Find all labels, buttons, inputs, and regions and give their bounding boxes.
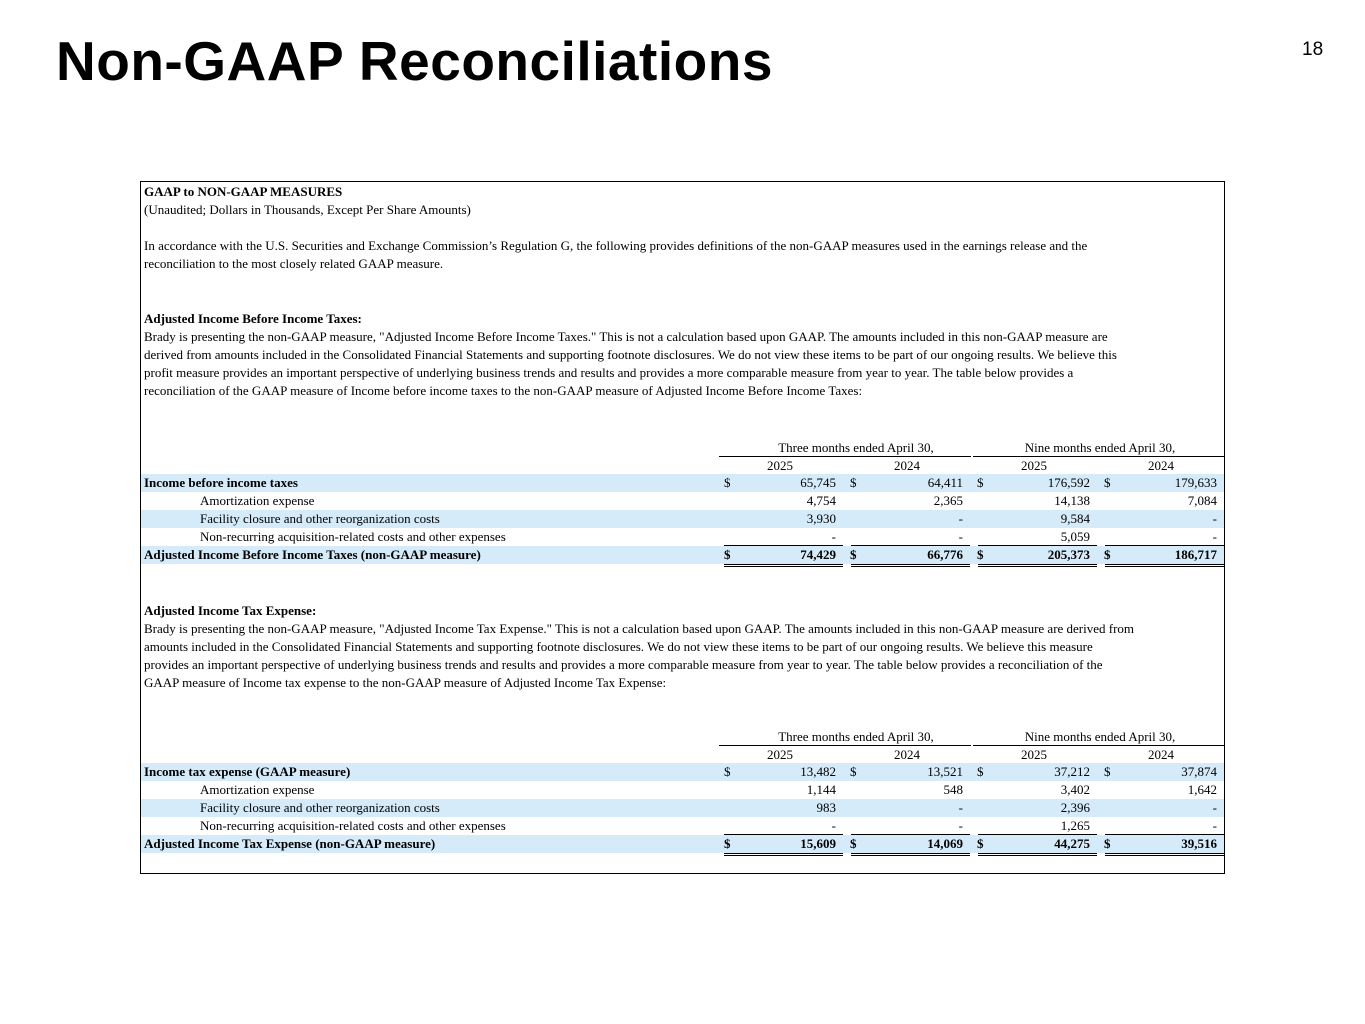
cell-value: - (1212, 511, 1217, 526)
row-label: Adjusted Income Before Income Taxes (non-GAAP measure) (144, 547, 481, 562)
cell-value: 74,429 (800, 547, 836, 562)
cell-value: 64,411 (927, 475, 963, 490)
paragraph-line: amounts included in the Consolidated Financial Statements and supporting footnote disclosures. We do not view these items to be part of our ongoing results. We believe this measure (144, 639, 1093, 654)
currency-symbol: $ (850, 764, 857, 779)
cell-value: - (1212, 818, 1217, 833)
cell-value: 15,609 (800, 836, 836, 851)
cell-value: 5,059 (1060, 529, 1090, 544)
total-double-rule (978, 564, 1097, 567)
year-header: 2025 (767, 458, 793, 473)
row-label: Non-recurring acquisition-related costs and other expenses (200, 529, 506, 544)
cell-value: 13,521 (927, 764, 963, 779)
reconciliation-panel (140, 181, 1225, 874)
cell-value: 176,592 (1047, 475, 1090, 490)
cell-value: 548 (943, 782, 963, 797)
cell-value: 66,776 (927, 547, 963, 562)
cell-value: 37,212 (1054, 764, 1090, 779)
year-header: 2024 (1148, 747, 1174, 762)
table-row (141, 492, 1224, 510)
intro-line: reconciliation to the most closely related GAAP measure. (144, 256, 444, 271)
cell-value: - (958, 818, 963, 833)
paragraph-line: provides an important perspective of underlying business trends and results and provides a more comparable measure from year to year. The table below provides a reconciliation of the (144, 657, 1103, 672)
year-header: 2025 (767, 747, 793, 762)
cell-value: 2,396 (1060, 800, 1090, 815)
currency-symbol: $ (850, 547, 857, 562)
period-header-three-months: Three months ended April 30, (778, 729, 934, 744)
cell-value: 14,069 (927, 836, 963, 851)
period-header-three-months: Three months ended April 30, (778, 440, 934, 455)
cell-value: 44,275 (1054, 836, 1090, 851)
currency-symbol: $ (850, 836, 857, 851)
row-label: Facility closure and other reorganization costs (200, 800, 440, 815)
table-row (141, 817, 1224, 835)
currency-symbol: $ (724, 764, 731, 779)
cell-value: 13,482 (800, 764, 836, 779)
cell-value: 983 (816, 800, 836, 815)
table-row (141, 799, 1224, 817)
paragraph-line: profit measure provides an important perspective of underlying business trends and results and provides a more comparable measure from year to year. The table below provides a (144, 365, 1074, 380)
table-total-row (141, 546, 1224, 564)
currency-symbol: $ (977, 475, 984, 490)
cell-value: - (958, 511, 963, 526)
cell-value: 14,138 (1054, 493, 1090, 508)
doc-heading: GAAP to NON-GAAP MEASURES (144, 184, 343, 199)
currency-symbol: $ (977, 764, 984, 779)
cell-value: 65,745 (800, 475, 836, 490)
slide-title: Non-GAAP Reconciliations (56, 30, 773, 92)
cell-value: 205,373 (1047, 547, 1090, 562)
currency-symbol: $ (977, 547, 984, 562)
cell-value: 186,717 (1174, 547, 1217, 562)
year-header: 2025 (1021, 458, 1047, 473)
cell-value: 7,084 (1187, 493, 1217, 508)
section-title-adjusted-tax: Adjusted Income Tax Expense: (144, 603, 317, 618)
cell-value: 37,874 (1181, 764, 1217, 779)
row-label: Adjusted Income Tax Expense (non-GAAP measure) (144, 836, 436, 851)
cell-value: 3,402 (1060, 782, 1090, 797)
cell-value: - (958, 800, 963, 815)
table-row (141, 528, 1224, 546)
cell-value: 9,584 (1060, 511, 1090, 526)
paragraph-line: Brady is presenting the non-GAAP measure, "Adjusted Income Tax Expense." This is not a calculation based upon GAAP. The amounts included in this non-GAAP measure are derived from (144, 621, 1135, 636)
doc-subheading: (Unaudited; Dollars in Thousands, Except Per Share Amounts) (144, 202, 471, 217)
cell-value: 1,265 (1060, 818, 1090, 833)
total-double-rule (1105, 564, 1224, 567)
row-label: Facility closure and other reorganization costs (200, 511, 440, 526)
table-total-row (141, 835, 1224, 853)
cell-value: - (831, 818, 836, 833)
period-header-nine-months: Nine months ended April 30, (1024, 440, 1176, 455)
cell-value: 179,633 (1174, 475, 1217, 490)
currency-symbol: $ (977, 836, 984, 851)
period-header-nine-months: Nine months ended April 30, (1024, 729, 1176, 744)
intro-paragraph (144, 237, 1220, 273)
currency-symbol: $ (724, 547, 731, 562)
total-double-rule (724, 853, 843, 856)
cell-value: 4,754 (806, 493, 836, 508)
row-label: Income tax expense (GAAP measure) (144, 764, 351, 779)
row-label: Non-recurring acquisition-related costs and other expenses (200, 818, 506, 833)
cell-value: - (831, 529, 836, 544)
table-row (141, 781, 1224, 799)
intro-line: In accordance with the U.S. Securities and Exchange Commission’s Regulation G, the following provides definitions of the non-GAAP measures used in the earnings release and the (144, 238, 1088, 253)
year-header: 2024 (894, 458, 920, 473)
row-label: Amortization expense (200, 493, 315, 508)
cell-value: 1,144 (806, 782, 836, 797)
cell-value: 2,365 (933, 493, 963, 508)
year-header: 2024 (894, 747, 920, 762)
section-paragraph-adjusted-income (144, 328, 1220, 400)
year-header: 2025 (1021, 747, 1047, 762)
currency-symbol: $ (1104, 764, 1111, 779)
row-label: Amortization expense (200, 782, 315, 797)
total-double-rule (724, 564, 843, 567)
currency-symbol: $ (724, 836, 731, 851)
currency-symbol: $ (1104, 836, 1111, 851)
currency-symbol: $ (850, 475, 857, 490)
total-double-rule (978, 853, 1097, 856)
cell-value: 39,516 (1181, 836, 1217, 851)
cell-value: - (1212, 529, 1217, 544)
cell-value: 3,930 (806, 511, 836, 526)
cell-value: - (958, 529, 963, 544)
paragraph-line: reconciliation of the GAAP measure of Income before income taxes to the non-GAAP measure of Adjusted Income Before Income Taxes: (144, 383, 863, 398)
section-paragraph-adjusted-tax (144, 620, 1220, 692)
table-row (141, 474, 1224, 492)
paragraph-line: Brady is presenting the non-GAAP measure, "Adjusted Income Before Income Taxes." This is not a calculation based upon GAAP. The amounts included in this non-GAAP measure are (144, 329, 1108, 344)
paragraph-line: derived from amounts included in the Consolidated Financial Statements and supporting footnote disclosures. We do not view these items to be part of our ongoing results. We believe this (144, 347, 1117, 362)
page-number: 18 (1302, 39, 1324, 60)
table-row (141, 763, 1224, 781)
year-header: 2024 (1148, 458, 1174, 473)
total-double-rule (1105, 853, 1224, 856)
currency-symbol: $ (724, 475, 731, 490)
table-row (141, 510, 1224, 528)
total-double-rule (851, 853, 970, 856)
paragraph-line: GAAP measure of Income tax expense to the non-GAAP measure of Adjusted Income Tax Expense: (144, 675, 667, 690)
total-double-rule (851, 564, 970, 567)
currency-symbol: $ (1104, 547, 1111, 562)
cell-value: 1,642 (1187, 782, 1217, 797)
currency-symbol: $ (1104, 475, 1111, 490)
cell-value: - (1212, 800, 1217, 815)
section-title-adjusted-income: Adjusted Income Before Income Taxes: (144, 311, 362, 326)
row-label: Income before income taxes (144, 475, 298, 490)
